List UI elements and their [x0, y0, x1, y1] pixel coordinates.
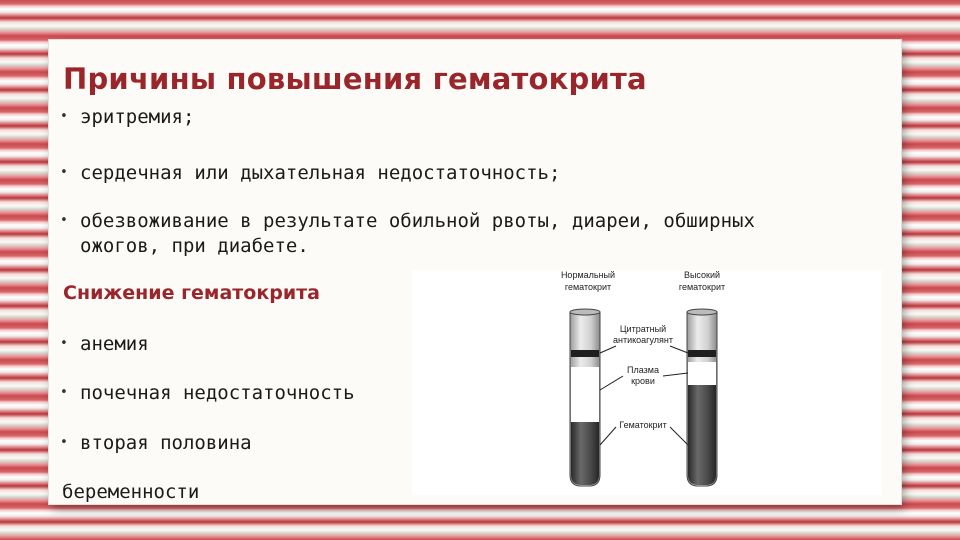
high-tube — [687, 309, 717, 486]
bullet-icon: • — [60, 435, 68, 450]
list-item-text: анемия — [80, 333, 149, 355]
high-blood — [688, 385, 716, 485]
normal-plasma — [571, 367, 599, 422]
high-plasma — [688, 362, 716, 385]
list-item-text-continued: ожогов, при диабете. — [80, 235, 309, 257]
list-item-text: эритремия; — [80, 106, 195, 128]
normal-tube — [570, 309, 600, 486]
list-item-text: почечная недостаточность — [80, 382, 355, 404]
high-label-line2: гематокрит — [678, 282, 726, 292]
high-label-line1: Высокий — [683, 270, 721, 280]
bullet-icon: • — [60, 213, 68, 228]
list-item-text: вторая половина — [80, 432, 252, 454]
normal-label-line1: Нормальный — [560, 270, 616, 280]
normal-blood — [571, 422, 599, 485]
section-subtitle: Снижение гематокрита — [63, 282, 320, 304]
plasma-label-line1: Плазма — [627, 365, 659, 375]
tubes-illustration — [412, 270, 882, 495]
list-item-tail-text: беременности — [62, 481, 200, 503]
bullet-icon: • — [60, 109, 68, 124]
normal-label-line2: гематокрит — [564, 282, 612, 292]
list-item-text: сердечная или дыхательная недостаточность; — [80, 162, 561, 184]
hematocrit-tubes-figure — [412, 270, 882, 495]
bullet-icon: • — [60, 336, 68, 351]
bullet-icon: • — [60, 385, 68, 400]
high-citrate-band — [688, 350, 716, 357]
pointer-lines — [600, 346, 688, 445]
hematocrit-label: Гематокрит — [619, 420, 667, 430]
slide-title: Причины повышения гематокрита — [63, 62, 647, 96]
citrate-label-line2: антикоагулянт — [613, 335, 673, 345]
plasma-label-line2: крови — [631, 376, 655, 386]
list-item-text: обезвоживание в результате обильной рвоты, диареи, обширных — [80, 210, 755, 232]
citrate-label-line1: Цитратный — [619, 324, 667, 334]
bullet-icon: • — [60, 165, 68, 180]
normal-citrate-band — [571, 350, 599, 357]
